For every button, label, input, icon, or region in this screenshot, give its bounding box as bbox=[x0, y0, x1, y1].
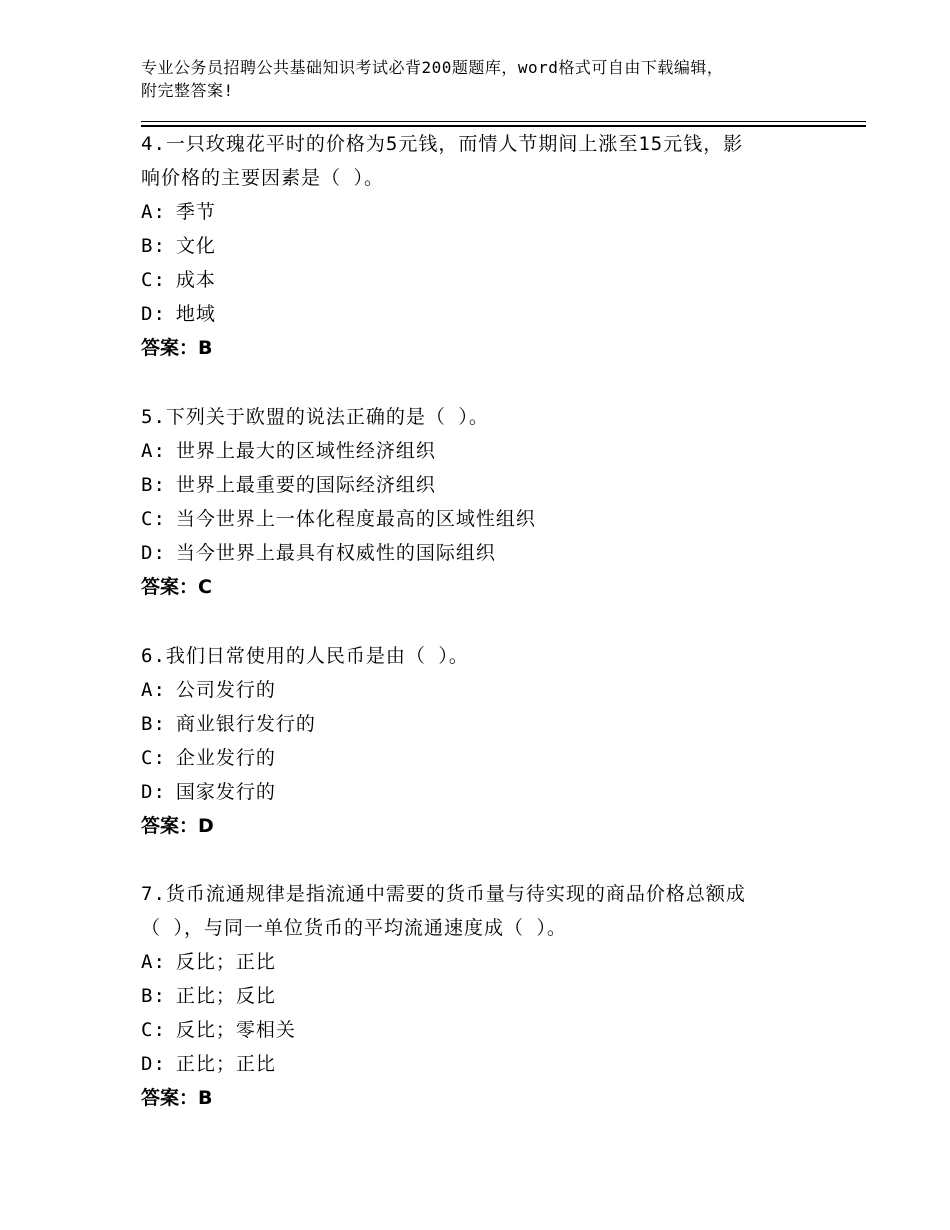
option-text: 世界上最重要的国际经济组织 bbox=[175, 474, 436, 496]
option-text: 企业发行的 bbox=[175, 747, 276, 769]
option-letter: D: bbox=[141, 1053, 166, 1075]
option-letter: A: bbox=[141, 951, 166, 973]
option-text: 反比；正比 bbox=[175, 951, 276, 973]
option-text: 正比；正比 bbox=[175, 1053, 276, 1075]
option-letter: A: bbox=[141, 679, 166, 701]
option-text: 当今世界上一体化程度最高的区域性组织 bbox=[175, 508, 536, 530]
option-text: 正比；反比 bbox=[175, 985, 276, 1007]
question-7 bbox=[141, 877, 821, 1115]
option-a bbox=[141, 434, 821, 468]
option-b bbox=[141, 707, 821, 741]
option-letter: B: bbox=[141, 713, 166, 735]
option-text: 当今世界上最具有权威性的国际组织 bbox=[175, 542, 496, 564]
answer: 答案：C bbox=[141, 576, 212, 598]
option-letter: C: bbox=[141, 508, 166, 530]
question-stem-line-1: 4.一只玫瑰花平时的价格为5元钱，而情人节期间上涨至15元钱，影 bbox=[141, 133, 744, 155]
option-a bbox=[141, 945, 821, 979]
option-d bbox=[141, 297, 821, 331]
option-letter: A: bbox=[141, 440, 166, 462]
option-d bbox=[141, 1047, 821, 1081]
question-stem-line-2: 响价格的主要因素是（ ）。 bbox=[141, 167, 384, 189]
option-b bbox=[141, 229, 821, 263]
option-letter: D: bbox=[141, 781, 166, 803]
answer: 答案：D bbox=[141, 815, 214, 837]
option-text: 商业银行发行的 bbox=[175, 713, 316, 735]
option-letter: C: bbox=[141, 269, 166, 291]
option-text: 世界上最大的区域性经济组织 bbox=[175, 440, 436, 462]
option-d bbox=[141, 536, 821, 570]
option-text: 地域 bbox=[175, 303, 216, 325]
option-text: 反比；零相关 bbox=[175, 1019, 296, 1041]
answer: 答案：B bbox=[141, 337, 213, 359]
option-a bbox=[141, 195, 821, 229]
question-5 bbox=[141, 400, 821, 604]
option-letter: D: bbox=[141, 542, 166, 564]
header-divider-thin bbox=[141, 121, 866, 122]
option-letter: D: bbox=[141, 303, 166, 325]
option-letter: C: bbox=[141, 747, 166, 769]
option-a bbox=[141, 673, 821, 707]
header-line-1: 专业公务员招聘公共基础知识考试必背200题题库，word格式可自由下载编辑， bbox=[141, 58, 724, 77]
question-4 bbox=[141, 127, 821, 365]
page-header bbox=[141, 56, 831, 102]
option-b bbox=[141, 979, 821, 1013]
option-letter: C: bbox=[141, 1019, 166, 1041]
option-c bbox=[141, 502, 821, 536]
option-b bbox=[141, 468, 821, 502]
option-text: 国家发行的 bbox=[175, 781, 276, 803]
option-text: 季节 bbox=[175, 201, 216, 223]
option-letter: A: bbox=[141, 201, 166, 223]
option-letter: B: bbox=[141, 235, 166, 257]
option-text: 文化 bbox=[175, 235, 216, 257]
option-text: 成本 bbox=[175, 269, 216, 291]
question-6 bbox=[141, 639, 821, 843]
option-c bbox=[141, 1013, 821, 1047]
header-line-2: 附完整答案! bbox=[141, 81, 234, 100]
option-c bbox=[141, 263, 821, 297]
option-letter: B: bbox=[141, 474, 166, 496]
option-letter: B: bbox=[141, 985, 166, 1007]
option-d bbox=[141, 775, 821, 809]
question-stem-line-1: 7.货币流通规律是指流通中需要的货币量与待实现的商品价格总额成 bbox=[141, 883, 746, 905]
option-text: 公司发行的 bbox=[175, 679, 276, 701]
option-c bbox=[141, 741, 821, 775]
question-stem-line-2: （ ），与同一单位货币的平均流通速度成（ ）。 bbox=[141, 917, 567, 939]
answer: 答案：B bbox=[141, 1087, 213, 1109]
question-stem-line-1: 5.下列关于欧盟的说法正确的是（ ）。 bbox=[141, 406, 489, 428]
question-stem-line-1: 6.我们日常使用的人民币是由（ ）。 bbox=[141, 645, 469, 667]
